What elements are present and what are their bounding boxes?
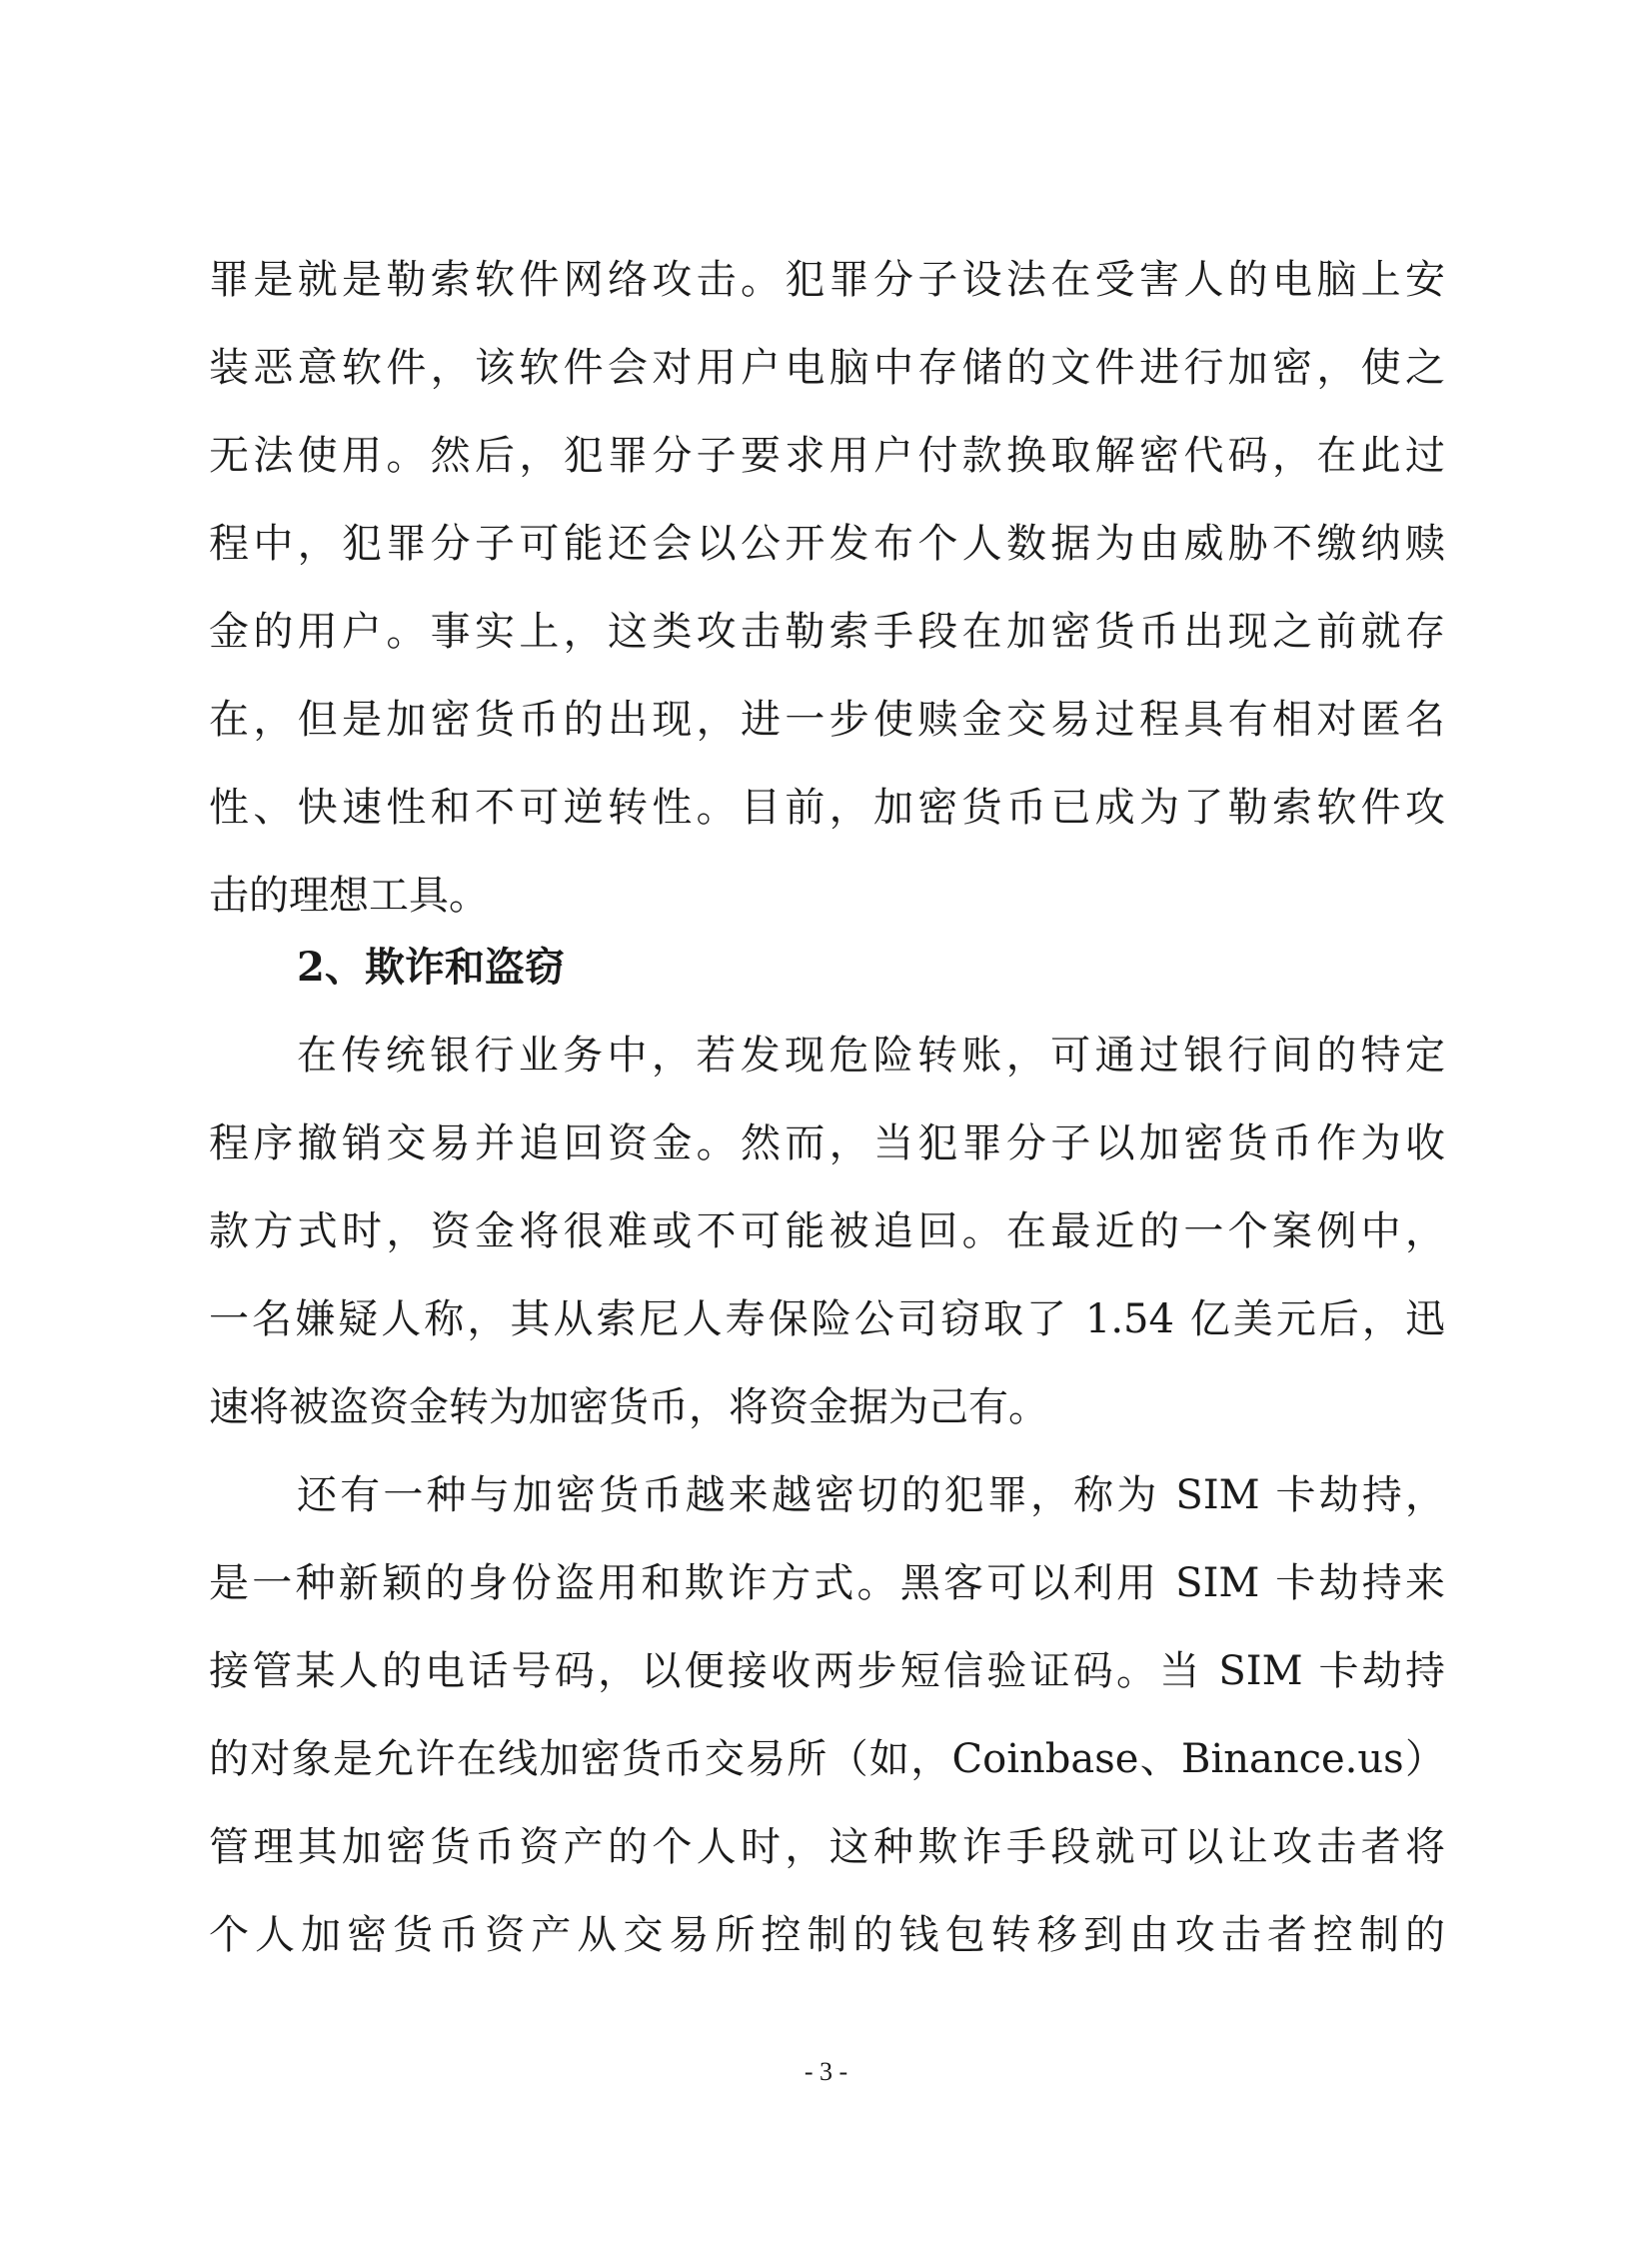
- paragraph-line: 程序撤销交易并追回资金。然而，当犯罪分子以加密货币作为收: [209, 1121, 1445, 1166]
- paragraph-line: 是一种新颖的身份盗用和欺诈方式。黑客可以利用 SIM 卡劫持来: [209, 1560, 1445, 1606]
- paragraph-line: 装恶意软件，该软件会对用户电脑中存储的文件进行加密，使之: [209, 345, 1445, 391]
- paragraph-fraud-theft: [209, 1012, 1445, 1451]
- section-heading: 2、欺诈和盗窃: [297, 944, 565, 991]
- paragraph-ransomware: [209, 236, 1445, 940]
- paragraph-line: 速将被盗资金转为加密货币，将资金据为己有。: [209, 1384, 1048, 1430]
- paragraph-line: 性、快速性和不可逆转性。目前，加密货币已成为了勒索软件攻: [209, 785, 1445, 831]
- page-number: - 3 -: [804, 2057, 848, 2086]
- paragraph-line: 的对象是允许在线加密货币交易所（如，Coinbase、Binance.us）: [209, 1736, 1445, 1782]
- paragraph-line: 罪是就是勒索软件网络攻击。犯罪分子设法在受害人的电脑上安: [209, 257, 1445, 303]
- paragraph-line: 程中，犯罪分子可能还会以公开发布个人数据为由威胁不缴纳赎: [209, 521, 1445, 567]
- paragraph-line: 接管某人的电话号码，以便接收两步短信验证码。当 SIM 卡劫持: [209, 1648, 1445, 1694]
- paragraph-line: 款方式时，资金将很难或不可能被追回。在最近的一个案例中，: [209, 1208, 1445, 1254]
- paragraph-line: 一名嫌疑人称，其从索尼人寿保险公司窃取了 1.54 亿美元后，迅: [209, 1296, 1445, 1342]
- paragraph-line: 金的用户。事实上，这类攻击勒索手段在加密货币出现之前就存: [209, 609, 1445, 655]
- paragraph-line: 个人加密货币资产从交易所控制的钱包转移到由攻击者控制的: [209, 1912, 1445, 1958]
- paragraph-line: 在传统银行业务中，若发现危险转账，可通过银行间的特定: [297, 1033, 1445, 1079]
- paragraph-line: 在，但是加密货币的出现，进一步使赎金交易过程具有相对匿名: [209, 697, 1445, 743]
- paragraph-line: 击的理想工具。: [209, 873, 489, 919]
- paragraph-line: 无法使用。然后，犯罪分子要求用户付款换取解密代码，在此过: [209, 433, 1445, 479]
- paragraph-line: 还有一种与加密货币越来越密切的犯罪，称为 SIM 卡劫持，: [297, 1472, 1445, 1518]
- paragraph-sim-hijacking: [209, 1451, 1445, 1979]
- paragraph-line: 管理其加密货币资产的个人时，这种欺诈手段就可以让攻击者将: [209, 1824, 1445, 1870]
